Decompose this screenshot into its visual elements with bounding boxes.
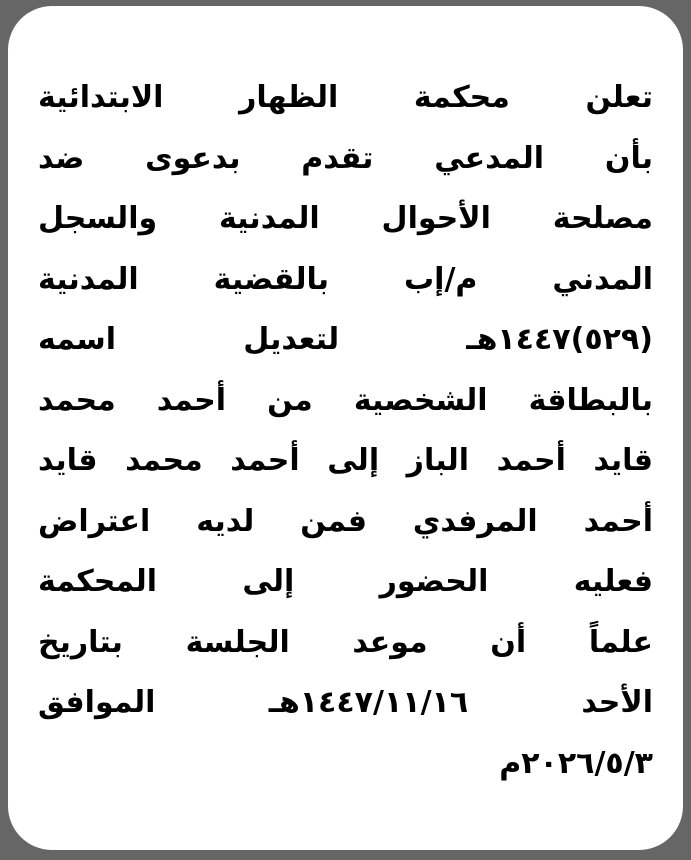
notice-line: مصلحة الأحوال المدنية والسجل bbox=[38, 201, 653, 236]
court-notice bbox=[8, 6, 683, 850]
notice-line: بالبطاقة الشخصية من أحمد محمد bbox=[38, 382, 653, 418]
notice-line: قايد أحمد الباز إلى أحمد محمد قايد bbox=[38, 443, 653, 478]
notice-line: المدني م/إب بالقضية المدنية bbox=[38, 261, 653, 297]
notice-line-date: ٢٠٢٦/٥/٣م bbox=[499, 745, 653, 781]
notice-line: تعلن محكمة الظهار الابتدائية bbox=[38, 80, 653, 115]
notice-line: علماً أن موعد الجلسة بتاريخ bbox=[38, 624, 653, 660]
notice-line: الأحد ١٤٤٧/١١/١٦هـ الموافق bbox=[38, 685, 653, 720]
notice-line: أحمد المرفدي فمن لديه اعتراض bbox=[38, 503, 653, 539]
notice-line: بأن المدعي تقدم بدعوى ضد bbox=[38, 140, 653, 176]
notice-line: (٥٢٩)١٤٤٧هـ لتعديل اسمه bbox=[38, 322, 653, 357]
notice-line: فعليه الحضور إلى المحكمة bbox=[38, 564, 653, 599]
